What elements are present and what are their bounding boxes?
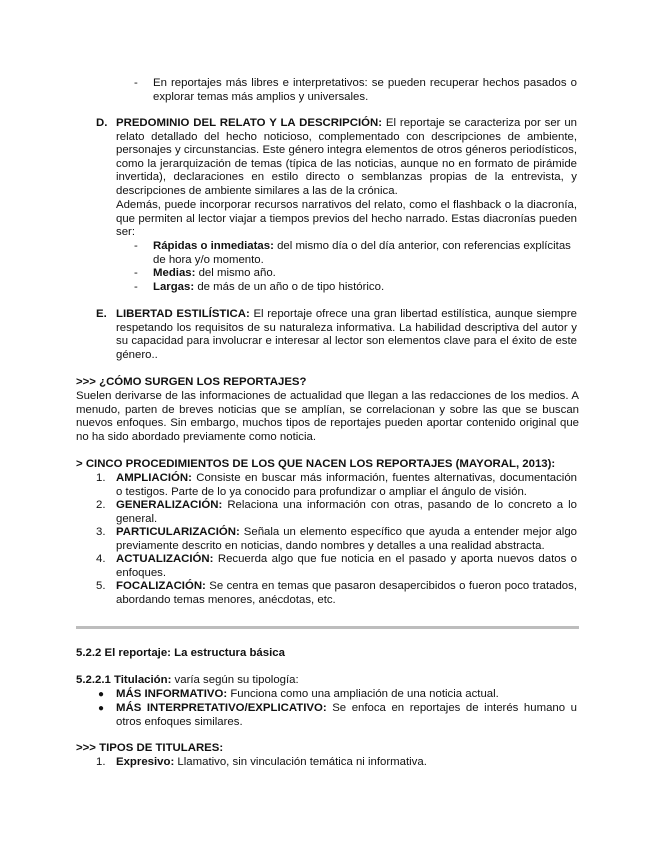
- section-d-paragraph: [116, 117, 577, 199]
- diacronia-text: del mismo día o del día anterior, con referencias explícitas de hora y/o momento.: [153, 240, 571, 266]
- titulacion-item-text: Se enfoca en reportajes de interés humano u otros enfoques similares.: [116, 702, 577, 728]
- titulacion-line: [76, 674, 579, 688]
- procedimiento-text: Se centra en temas que pasaron desapercibidos o fueron poco tratados, abordando temas menores, anécdotas, etc.: [116, 580, 577, 606]
- dash-marker: -: [134, 281, 138, 293]
- procedimiento-item: [116, 526, 577, 553]
- dash-marker: -: [134, 267, 138, 279]
- dash-marker: -: [134, 240, 138, 252]
- section-e-paragraph: [116, 308, 577, 362]
- procedimiento-text: Relaciona una información con otras, pasando de lo concreto a lo general.: [116, 499, 577, 525]
- section-d-letter: D.: [96, 117, 108, 129]
- tipo-titular-label: Expresivo:: [116, 756, 175, 768]
- section-d-body2: Además, puede incorporar recursos narrativos del relato, como el flashback o la diacronía, que permiten al lector viajar a tiempos previos del hecho narrado. Estas diacronías pueden ser:: [116, 199, 577, 239]
- list-number: 2.: [96, 499, 106, 511]
- section-d-body: El reportaje se caracteriza por ser un relato detallado del hecho noticioso, complementado con descripciones de ambiente, personajes y circunstancias. Este género integra elementos de otros géneros periodísticos, como la jerarquización de temas (típica de las noticias, aunque no en formato de pirámide invertida), declaraciones en estilo directo o semblanzas propias de la entrevista, y descripciones de ambiente similares a las de la crónica.: [116, 117, 577, 197]
- list-number: 3.: [96, 526, 106, 538]
- titulacion-item-label: MÁS INTERPRETATIVO/EXPLICATIVO:: [116, 702, 327, 714]
- diacronia-label: Rápidas o inmediatas:: [153, 240, 274, 252]
- procedimiento-label: FOCALIZACIÓN:: [116, 580, 206, 592]
- procedimientos-heading: > CINCO PROCEDIMIENTOS DE LOS QUE NACEN LOS REPORTAJES (MAYORAL, 2013):: [76, 458, 556, 470]
- diacronia-label: Medias:: [153, 267, 196, 279]
- estructura-heading: 5.2.2 El reportaje: La estructura básica: [76, 647, 285, 659]
- tipo-titular-text: Llamativo, sin vinculación temática ni informativa.: [177, 756, 427, 768]
- procedimiento-label: GENERALIZACIÓN:: [116, 499, 223, 511]
- titulacion-item-text: Funciona como una ampliación de una noticia actual.: [230, 688, 499, 700]
- section-d-heading: PREDOMINIO DEL RELATO Y LA DESCRIPCIÓN:: [116, 117, 383, 129]
- procedimiento-label: ACTUALIZACIÓN:: [116, 553, 214, 565]
- list-number: 4.: [96, 553, 106, 565]
- section-e-body: El reportaje ofrece una gran libertad estilística, aunque siempre respetando los requisitos de su naturaleza informativa. La habilidad descriptiva del autor y su capacidad para involucrar e interesar al lector son elementos clave para el éxito de este género..: [116, 308, 578, 361]
- procedimiento-item: [116, 553, 577, 580]
- procedimiento-label: AMPLIACIÓN:: [116, 472, 192, 484]
- titulacion-item-label: MÁS INFORMATIVO:: [116, 688, 228, 700]
- diacronia-label: Largas:: [153, 281, 195, 293]
- diacronia-item: [153, 267, 577, 281]
- titulacion-text: varía según su tipología:: [174, 674, 299, 686]
- como-surgen-body: Suelen derivarse de las informaciones de actualidad que llegan a las redacciones de los medios. A menudo, parten de breves noticias que se amplían, se correlacionan y sobre las que se buscan nuevos enfoques. Sin embargo, muchos tipos de reportajes pueden aportar contenido original que no ha sido abordado previamente como noticia.: [76, 390, 579, 443]
- titulacion-item: [116, 702, 577, 729]
- titulacion-item: [116, 688, 577, 702]
- tipos-titulares-heading: >>> TIPOS DE TITULARES:: [76, 742, 224, 754]
- diacronia-item: [153, 281, 577, 295]
- procedimiento-item: [116, 499, 577, 526]
- section-e-letter: E.: [96, 308, 107, 320]
- tipo-titular-item: [116, 756, 577, 770]
- list-number: 5.: [96, 580, 106, 592]
- list-number: 1.: [96, 472, 106, 484]
- diacronia-item: [153, 240, 577, 267]
- diacronia-text: de más de un año o de tipo histórico.: [197, 281, 385, 293]
- section-divider: [76, 626, 579, 629]
- intro-item-text: En reportajes más libres e interpretativos: se pueden recuperar hechos pasados o explorar temas más amplios y universales.: [153, 77, 577, 103]
- diacronia-text: del mismo año.: [198, 267, 276, 279]
- bullet-marker: ●: [98, 689, 105, 700]
- section-e-heading: LIBERTAD ESTILÍSTICA:: [116, 308, 250, 320]
- dash-marker: -: [134, 77, 138, 89]
- como-surgen-heading: >>> ¿CÓMO SURGEN LOS REPORTAJES?: [76, 376, 307, 388]
- titulacion-label: 5.2.2.1 Titulación:: [76, 674, 172, 686]
- list-number: 1.: [96, 756, 106, 768]
- procedimiento-item: [116, 580, 577, 607]
- procedimiento-label: PARTICULARIZACIÓN:: [116, 526, 240, 538]
- procedimiento-text: Señala un elemento específico que ayuda a entender mejor algo previamente descrito en noticias, dando nombres y detalles a una realidad abstracta.: [116, 526, 578, 552]
- procedimiento-item: [116, 472, 577, 499]
- procedimiento-text: Recuerda algo que fue noticia en el pasado y aporta nuevos datos o enfoques.: [116, 553, 577, 579]
- bullet-marker: ●: [98, 703, 105, 714]
- procedimiento-text: Consiste en buscar más información, fuentes alternativas, documentación o testigos. Parte de lo ya conocido para profundizar o ampliar el ángulo de visión.: [116, 472, 578, 498]
